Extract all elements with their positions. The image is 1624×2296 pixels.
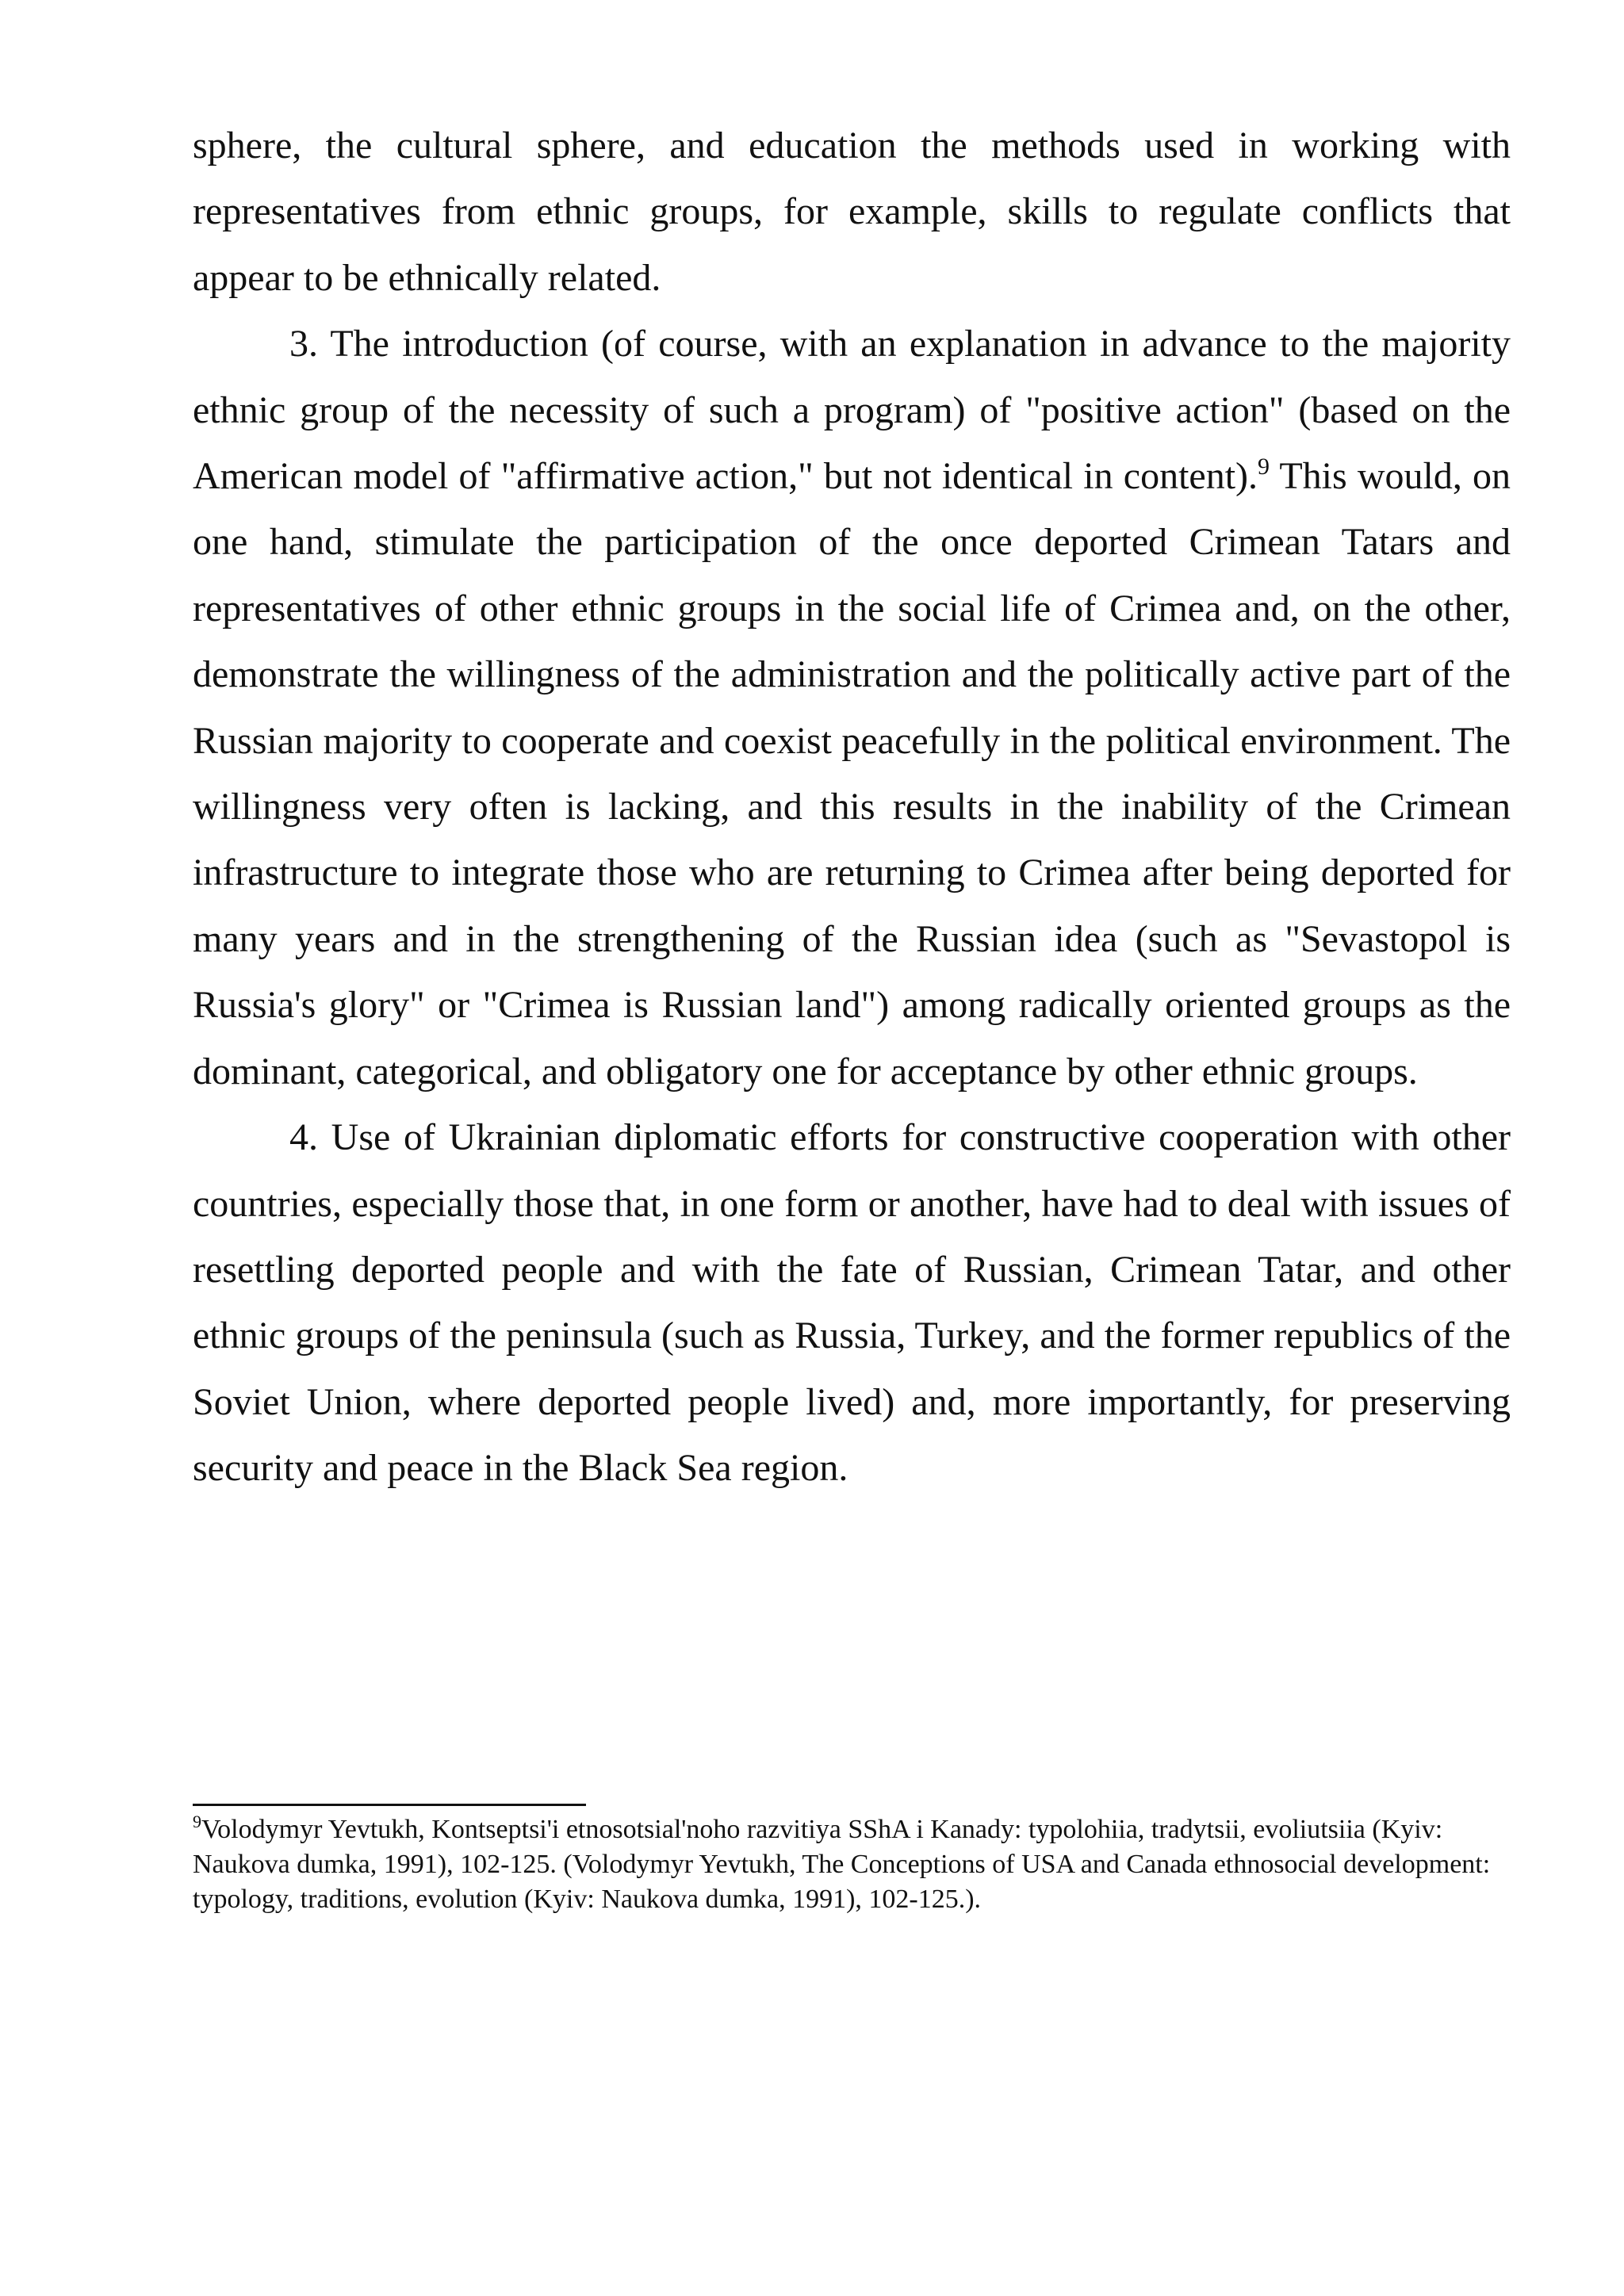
paragraph-continuation: sphere, the cultural sphere, and education the methods used in working with representatives from ethnic groups, for example, skills to regulate conflicts that appear to be ethnically related. xyxy=(193,124,1511,299)
footnote-separator xyxy=(193,1804,586,1806)
footnote-text: Volodymyr Yevtukh, Kontseptsi'i etnosotsial'noho razvitiya SShA i Kanady: typolohiia, tradytsii, evoliutsiia (Kyiv: Naukova dumka, 1991), 102-125. (Volodymyr Yevtukh, The Conceptions of USA and Canada ethnosocial development: typology, traditions, evolution (Kyiv: Naukova dumka, 1991), 102-125.). xyxy=(193,1815,1491,1914)
paragraph-point-3 xyxy=(193,311,1511,1104)
footnote-number: 9 xyxy=(193,1812,201,1831)
body-text xyxy=(193,113,1511,1502)
paragraph-point-3-text-start: 3. The introduction (of course, with an explanation in advance to the majority ethnic group of the necessity of such a program) of "positive action" (based on the American model of "affirmative action," but not identical in content). xyxy=(193,323,1511,498)
footnote xyxy=(193,1812,1511,1917)
paragraph-point-3-text-end: This would, on one hand, stimulate the participation of the once deported Crimean Tatars and representatives of other ethnic groups in the social life of Crimea and, on the other, demonstrate the willingness of the administration and the politically active part of the Russian majority to cooperate and coexist peacefully in the political environment. The willingness very often is lacking, and this results in the inability of the Crimean infrastructure to integrate those who are returning to Crimea after being deported for many years and in the strengthening of the Russian idea (such as "Sevastopol is Russia's glory" or "Crimea is Russian land") among radically oriented groups as the dominant, categorical, and obligatory one for acceptance by other ethnic groups. xyxy=(193,455,1511,1093)
footnote-reference[interactable]: 9 xyxy=(1258,453,1270,480)
paragraph-point-4: 4. Use of Ukrainian diplomatic efforts for constructive cooperation with other countries, especially those that, in one form or another, have had to deal with issues of resettling deported people and with the fate of Russian, Crimean Tatar, and other ethnic groups of the peninsula (such as Russia, Turkey, and the former republics of the Soviet Union, where deported people lived) and, more importantly, for preserving security and peace in the Black Sea region. xyxy=(193,1116,1511,1490)
